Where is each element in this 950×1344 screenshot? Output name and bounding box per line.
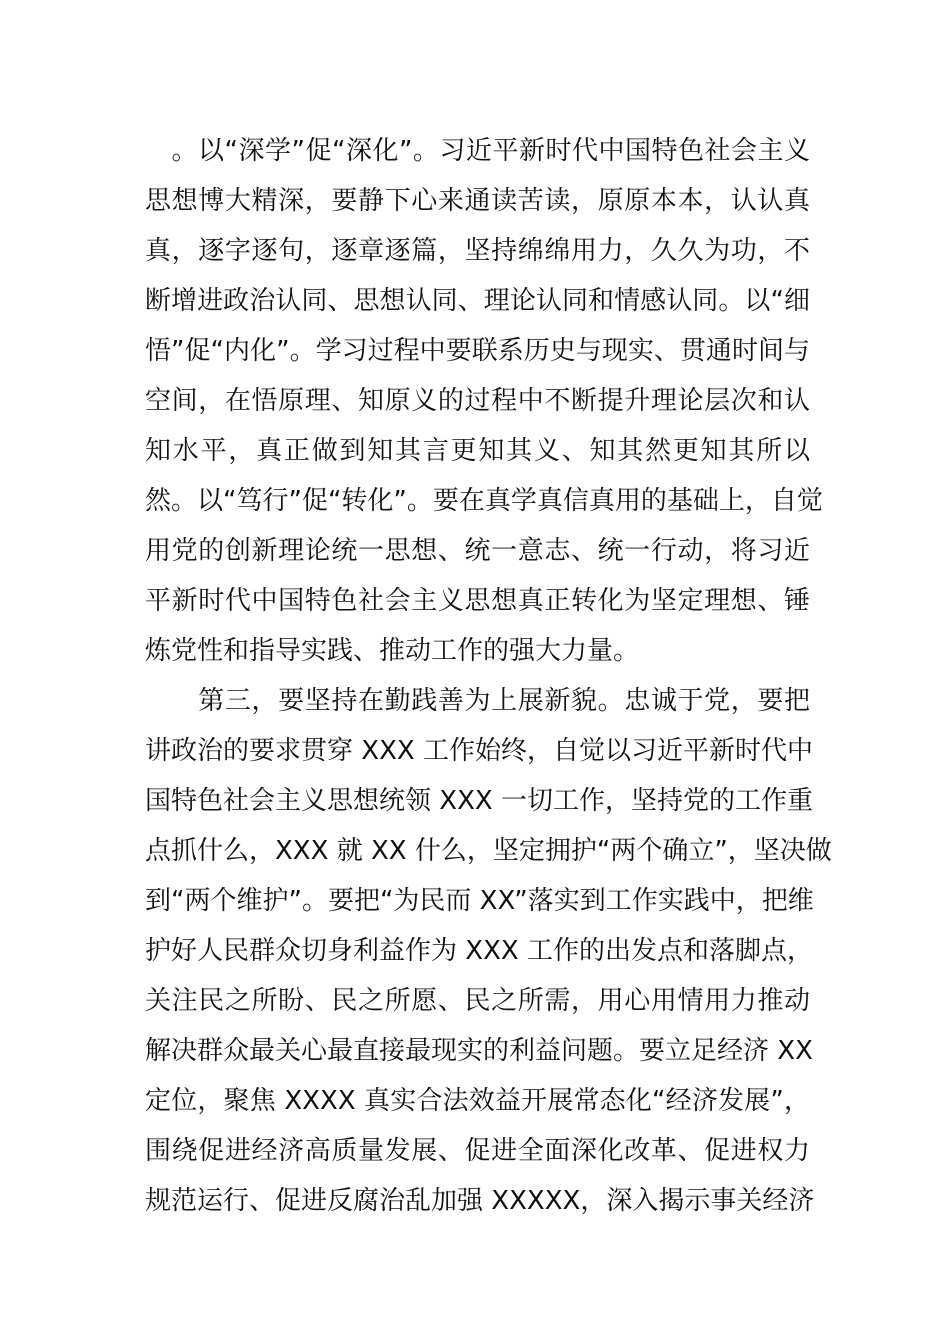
text-line: 第三，要坚持在勤践善为上展新貌。忠诚于党，要把 [145, 686, 810, 716]
text-line: 平新时代中国特色社会主义思想真正转化为坚定理想、锤 [145, 586, 810, 616]
text-line: 用党的创新理论统一思想、统一意志、统一行动，将习近 [145, 536, 810, 566]
paragraph-continued [145, 126, 823, 676]
body-text [145, 126, 832, 1226]
text-line: 。以“深学”促“深化”。习近平新时代中国特色社会主义 [145, 136, 810, 166]
text-line: 然。以“笃行”促“转化”。要在真学真信真用的基础上，自觉 [145, 486, 823, 516]
text-line: 到“两个维护”。要把“为民而 XX”落实到工作实践中，把维 [145, 886, 814, 916]
text-line: 断增进政治认同、思想认同、理论认同和情感认同。以“细 [145, 286, 810, 316]
text-line: 规范运行、促进反腐治乱加强 XXXXX，深入揭示事关经济 [145, 1186, 815, 1216]
text-line: 解决群众最关心最直接最现实的利益问题。要立足经济 XX [145, 1036, 813, 1066]
text-line: 围绕促进经济高质量发展、促进全面深化改革、促进权力 [145, 1136, 810, 1166]
text-line: 国特色社会主义思想统领 XXX 一切工作，坚持党的工作重 [145, 786, 813, 816]
text-line: 思想博大精深，要静下心来通读苦读，原原本本，认认真 [145, 186, 810, 216]
paragraph-third [145, 676, 832, 1226]
text-line: 定位，聚焦 XXXX 真实合法效益开展常态化“经济发展”， [145, 1086, 810, 1116]
text-line: 讲政治的要求贯穿 XXX 工作始终，自觉以习近平新时代中 [145, 736, 813, 766]
text-line: 点抓什么，XXX 就 XX 什么，坚定拥护“两个确立”，坚决做 [145, 836, 832, 866]
text-line: 真，逐字逐句，逐章逐篇，坚持绵绵用力，久久为功，不 [145, 236, 810, 266]
text-line: 知水平，真正做到知其言更知其义、知其然更知其所以 [145, 436, 810, 466]
text-line: 护好人民群众切身利益作为 XXX 工作的出发点和落脚点， [145, 936, 813, 966]
text-line: 炼党性和指导实践、推动工作的强大力量。 [145, 636, 640, 666]
text-line: 关注民之所盼、民之所愿、民之所需，用心用情用力推动 [145, 986, 810, 1016]
text-line: 悟”促“内化”。学习过程中要联系历史与现实、贯通时间与 [145, 336, 810, 366]
text-line: 空间，在悟原理、知原义的过程中不断提升理论层次和认 [145, 386, 810, 416]
